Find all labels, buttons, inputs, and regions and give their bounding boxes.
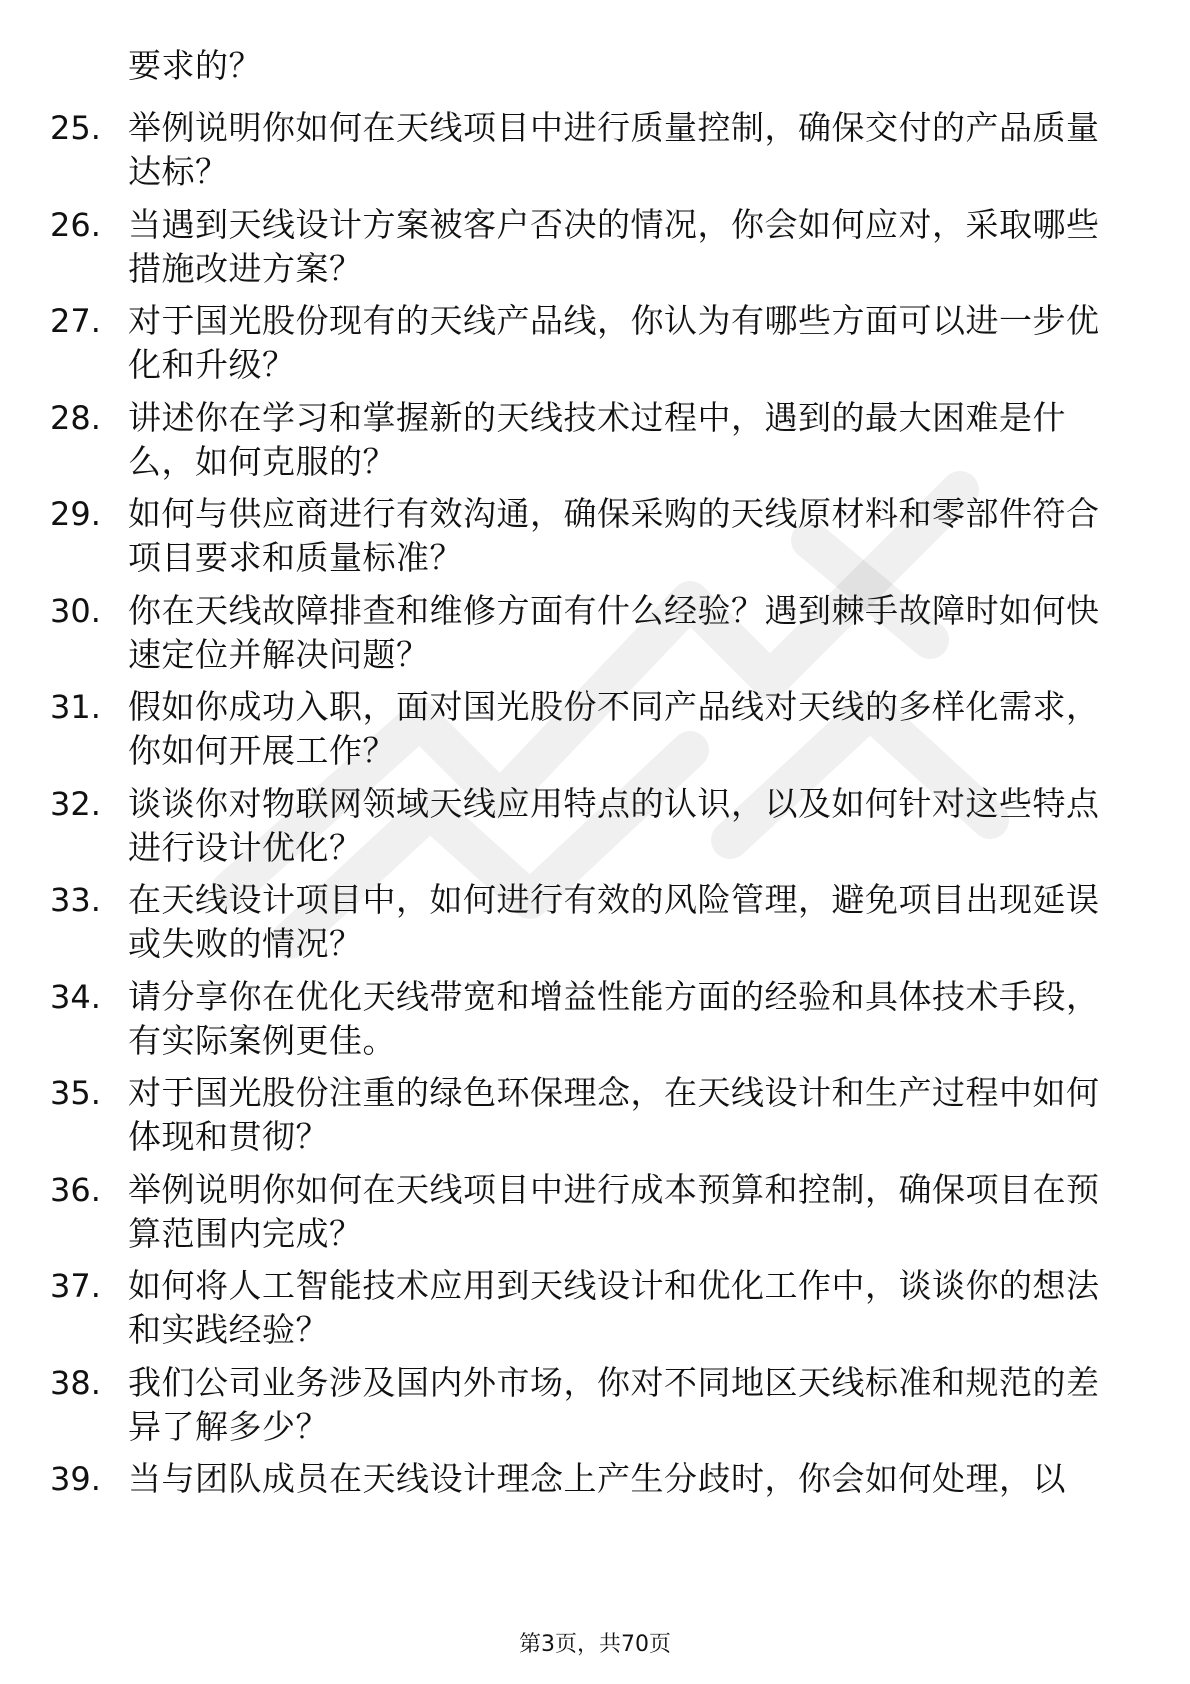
- question-text: 当与团队成员在天线设计理念上产生分歧时，你会如何处理，以: [128, 1459, 1066, 1498]
- page-footer: 第3页，共70页: [519, 1632, 671, 1657]
- question-item: [0, 396, 1190, 486]
- question-number: 34.: [50, 978, 101, 1016]
- question-item: [0, 1264, 1190, 1354]
- question-item: [0, 782, 1190, 872]
- question-number: 28.: [50, 399, 101, 437]
- question-text: 如何与供应商进行有效沟通，确保采购的天线原材料和零部件符合项目要求和质量标准？: [128, 494, 1100, 577]
- question-item: [0, 1168, 1190, 1258]
- question-item: [0, 106, 1190, 196]
- question-text: 假如你成功入职，面对国光股份不同产品线对天线的多样化需求，你如何开展工作？: [128, 687, 1100, 770]
- question-text: 对于国光股份现有的天线产品线，你认为有哪些方面可以进一步优化和升级？: [128, 301, 1100, 384]
- question-text: 对于国光股份注重的绿色环保理念，在天线设计和生产过程中如何体现和贯彻？: [128, 1073, 1100, 1156]
- intro-fragment: 要求的？: [128, 46, 262, 85]
- question-number: 26.: [50, 206, 101, 244]
- question-item: [0, 1071, 1190, 1161]
- question-number: 35.: [50, 1074, 101, 1112]
- question-number: 29.: [50, 495, 101, 533]
- question-text: 如何将人工智能技术应用到天线设计和优化工作中，谈谈你的想法和实践经验？: [128, 1266, 1100, 1349]
- question-item: [0, 1457, 1190, 1547]
- question-number: 27.: [50, 302, 101, 340]
- question-text: 当遇到天线设计方案被客户否决的情况，你会如何应对，采取哪些措施改进方案？: [128, 205, 1100, 288]
- question-text: 在天线设计项目中，如何进行有效的风险管理，避免项目出现延误或失败的情况？: [128, 880, 1100, 963]
- question-number: 31.: [50, 688, 101, 726]
- question-text: 请分享你在优化天线带宽和增益性能方面的经验和具体技术手段，有实际案例更佳。: [128, 977, 1100, 1060]
- question-number: 32.: [50, 785, 101, 823]
- question-item: [0, 685, 1190, 775]
- question-number: 37.: [50, 1267, 101, 1305]
- question-item: [0, 878, 1190, 968]
- question-item: [0, 589, 1190, 679]
- question-text: 讲述你在学习和掌握新的天线技术过程中，遇到的最大困难是什么，如何克服的？: [128, 398, 1066, 481]
- question-item: [0, 1361, 1190, 1451]
- question-number: 33.: [50, 881, 101, 919]
- question-number: 30.: [50, 592, 101, 630]
- question-number: 38.: [50, 1364, 101, 1402]
- question-number: 25.: [50, 109, 101, 147]
- question-text: 举例说明你如何在天线项目中进行质量控制，确保交付的产品质量达标？: [128, 108, 1100, 191]
- question-number: 39.: [50, 1460, 101, 1498]
- question-text: 举例说明你如何在天线项目中进行成本预算和控制，确保项目在预算范围内完成？: [128, 1170, 1100, 1253]
- question-number: 36.: [50, 1171, 101, 1209]
- question-text: 谈谈你对物联网领域天线应用特点的认识，以及如何针对这些特点进行设计优化？: [128, 784, 1100, 867]
- question-text: 我们公司业务涉及国内外市场，你对不同地区天线标准和规范的差异了解多少？: [128, 1363, 1100, 1446]
- question-item: [0, 975, 1190, 1065]
- question-item: [0, 492, 1190, 582]
- question-item: [0, 299, 1190, 389]
- question-item: [0, 203, 1190, 293]
- question-text: 你在天线故障排查和维修方面有什么经验？遇到棘手故障时如何快速定位并解决问题？: [128, 591, 1100, 674]
